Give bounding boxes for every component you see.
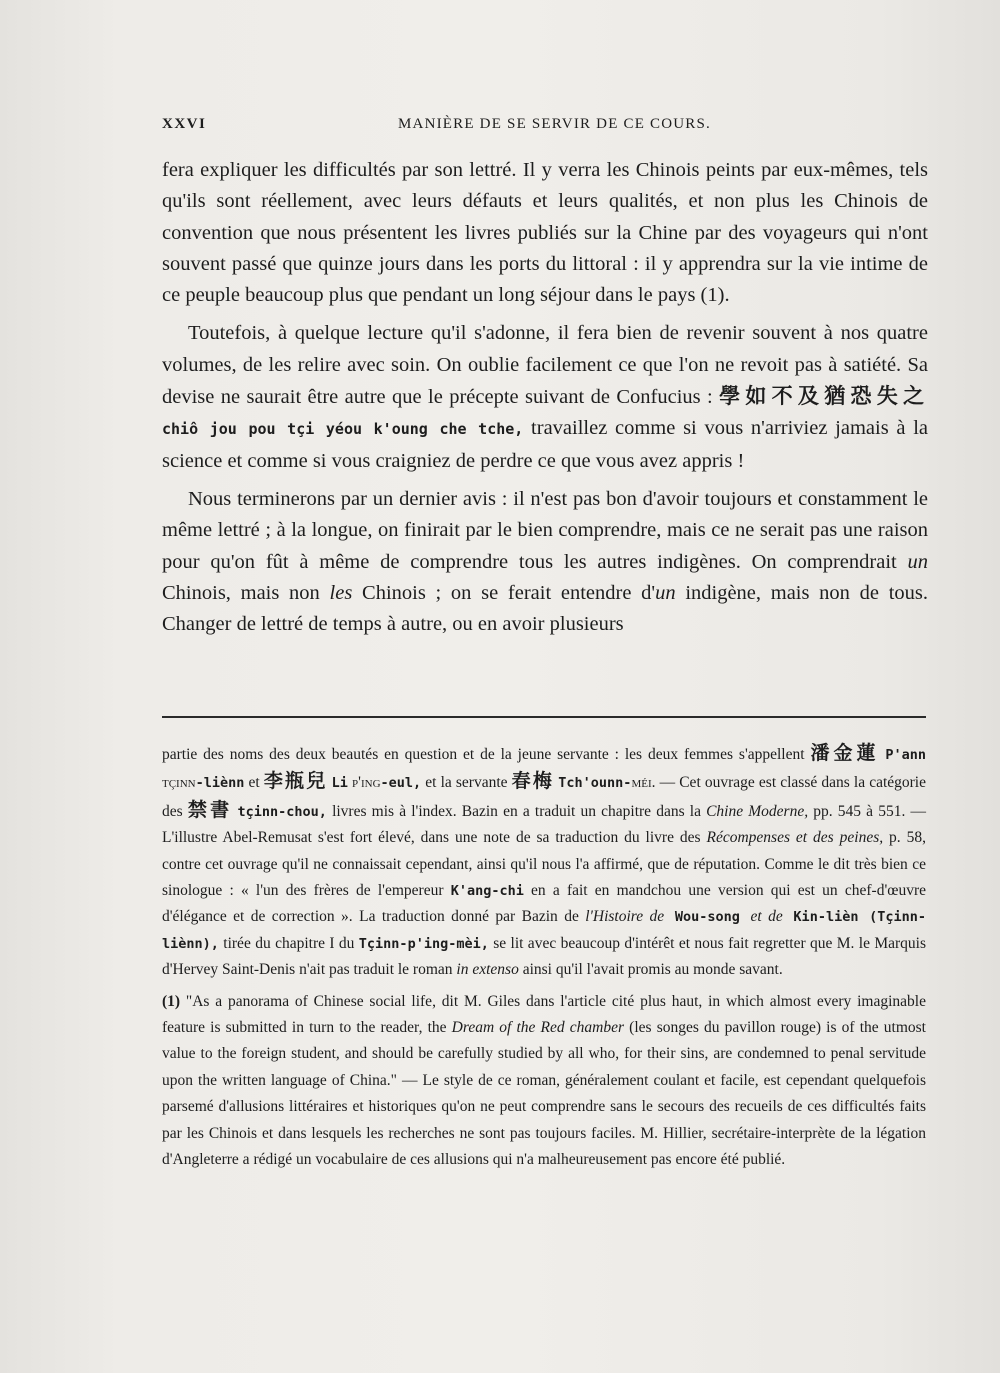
paragraph-1-text: fera expliquer les difficultés par son lettré. Il y verra les Chinois peints par eux-mêmes, tels qu'ils sont réellement, avec leurs défauts et leurs qualités, et non plus les Chinois de convention que nous présentent les livres publiés sur la Chine par des voyageurs qui n'ont souvent passé que quinze jours dans les ports du littoral : il y apprendra sur la vie intime de ce peuple beaucoup plus que pendant un long séjour dans le pays (162, 159, 928, 307)
page-number: XXVI (162, 116, 207, 132)
footnote-text: "As a panorama of Chinese social life, dit M. Giles dans l'article cité plus haut, in which almost every imaginable feature is submitted in turn to the reader, the (162, 992, 926, 1037)
note-text: en a fait en mandchou une version qui est un chef-d'œuvre d'élégance et de correction ». La traduction donné par Bazin de (162, 882, 926, 926)
note-text: ainsi qu'il l'avait promis au monde savant. (518, 961, 783, 979)
note-text: et (244, 774, 264, 792)
italic-in-extenso: in extenso (456, 961, 519, 979)
romanization-4: tçinn-chou, (237, 803, 327, 820)
paragraph-3-text-d: indigène, mais non de tous. Changer de lettré de temps à autre, ou en avoir plusieurs (162, 581, 928, 636)
book-title-dream-red-chamber: Dream of the Red chamber (451, 1019, 625, 1037)
running-title: MANIÈRE DE SE SERVIR DE CE COURS. (398, 116, 711, 132)
italic-et-de: et de (750, 908, 783, 926)
note-text: se lit avec beaucoup d'intérêt et nous fait regretter que M. le Marquis d'Hervey Saint-Denis n'ait pas traduit le roman (162, 934, 927, 979)
book-title-recompenses: Récompenses et des peines, (706, 829, 884, 847)
running-header (162, 116, 922, 140)
romanization-2: Li (331, 775, 348, 792)
italic-histoire: l'Histoire de (585, 908, 665, 926)
romanization-2-sc: p'ing (347, 774, 381, 792)
name-kin-lien: Kin-lièn (Tçinn-liènn), (162, 909, 927, 952)
book-title-chine-moderne: Chine Moderne, (706, 802, 809, 820)
confucius-maxim-romanization: chiô jou pou tçi yéou k'oung che tche, (162, 420, 524, 439)
romanization-3: Tch'ounn- (558, 775, 632, 792)
paragraph-2-text-b: travaillez comme si vous n'arriviez jamais à la science et comme si vous craigniez de perdre ce que vous avez appris ! (162, 417, 929, 472)
paragraph-2 (162, 318, 928, 476)
footnote-marker: (1) (162, 992, 181, 1010)
note-text: partie des noms des deux beautés en question et de la jeune servante : les deux femmes s'appellent (162, 746, 811, 763)
paragraph-3 (162, 484, 928, 640)
footnote-text: (les songes du pavillon rouge) is of the utmost value to the foreign student, and should be carefully studied by all who, for their sins, are condemned to penal servitude upon the written language of China." — Le style de ce roman, généralement coulant et facile, est cependant quelquefois parsemé d'allusions littéraires et historiques qu'on ne peut comprendre sans le secours des recueils de ces difficultés faits par les Chinois et dans lesquels les recherches ne sont pas toujours faciles. M. Hillier, secrétaire-interprète de la légation d'Angleterre a rédigé un vocabulaire de ces allusions qui n'a malheureusement pas encore été publié. (162, 1019, 926, 1169)
name-wou-song: Wou-song (664, 909, 751, 926)
name-kang-chi: K'ang-chi (450, 883, 524, 900)
chinese-name-1: 潘金蓮 (810, 742, 880, 764)
paragraph-3-text-a: Nous terminerons par un dernier avis : il n'est pas bon d'avoir toujours et constamment le même lettré ; à la longue, on finirait par le bien comprendre, mais ce ne serait pas une raison pour qu'on fût à même de comprendre tous les autres indigènes. On comprendrait (162, 487, 928, 573)
footnote-ref: (1). (700, 284, 730, 307)
footnote-divider (162, 716, 926, 718)
footnote-continued (162, 740, 926, 984)
romanization-3-sc: méi (631, 774, 652, 792)
note-text: livres mis à l'index. Bazin en a traduit un chapitre dans la (326, 802, 707, 820)
main-text (162, 155, 928, 640)
emphasis-un-2: un (655, 581, 676, 604)
chinese-name-3: 春梅 (511, 770, 555, 793)
emphasis-les: les (329, 581, 353, 604)
chinese-name-2: 李瓶兒 (263, 770, 328, 793)
romanization-1: P'ann (885, 747, 926, 763)
paragraph-3-text-c: Chinois ; on se ferait entendre d' (352, 581, 656, 604)
name-tcinn-ping-mei: Tçinn-p'ing-mèi, (358, 935, 489, 952)
romanization-1-sc: tçinn (162, 774, 196, 792)
note-text: . — Cet ouvrage est classé dans la catégorie des (162, 774, 926, 820)
note-text: tirée du chapitre I du (218, 934, 359, 952)
paragraph-3-text-b: Chinois, mais non (162, 581, 330, 604)
chinese-term-index: 禁書 (187, 798, 233, 821)
paragraph-2-text-a: Toutefois, à quelque lecture qu'il s'adonne, il fera bien de revenir souvent à nos quatre volumes, de les relire avec soin. On oublie facilement ce que l'on ne revoit pas à satiété. Sa devise ne saurait être autre que le précepte suivant de Confucius : (162, 322, 928, 409)
footnotes (162, 740, 926, 1174)
footnote-1 (162, 989, 926, 1174)
note-text: et la servante (421, 774, 512, 792)
romanization-1-end: -liènn (195, 775, 245, 792)
paragraph-1 (162, 155, 928, 311)
emphasis-un: un (907, 550, 928, 573)
note-text: pp. 545 à 551. — L'illustre Abel-Remusat s'est fort élevé, dans une note de sa traduction du livre des (162, 802, 926, 847)
romanization-2-end: -eul, (380, 775, 422, 792)
note-text: p. 58, contre cet ouvrage qu'il ne connaissait cependant, ainsi qu'il nous l'a affirmé, que de réputation. Comme le dit très bien ce sinologue : « l'un des frères de l'empereur (162, 829, 926, 900)
confucius-maxim-chinese: 學如不及猶恐失之 (719, 384, 929, 409)
